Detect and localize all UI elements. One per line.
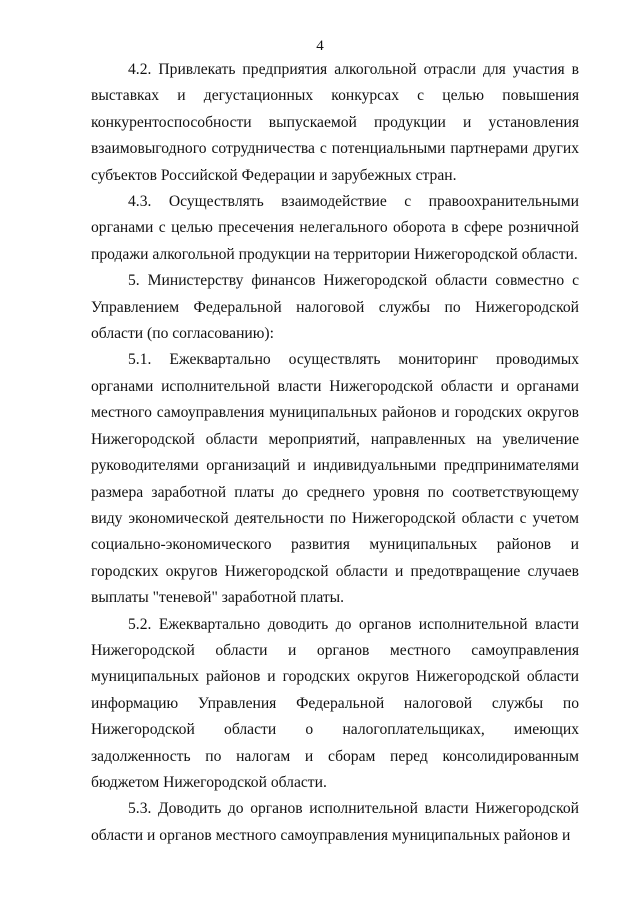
paragraph-4-2: 4.2. Привлекать предприятия алкогольной отрасли для участия в выставках и дегустационных конкурсах с целью повышения конкурентоспособности выпускаемой продукции и установления взаимовыгодного сотрудничества с потенциальными партнерами других субъектов Российской Федерации и зарубежных стран. (91, 61, 579, 184)
paragraph-5: 5. Министерству финансов Нижегородской области совместно с Управлением Федеральной налоговой службы по Нижегородской области (по согласованию): (91, 272, 579, 343)
paragraph-5-2: 5.2. Ежеквартально доводить до органов исполнительной власти Нижегородской области и органов местного самоуправления муниципальных районов и городских округов Нижегородской области информацию Управления Федеральной налоговой службы по Нижегородской области о налогоплательщиках, имеющих задолженность по налогам и сборам перед консолидированным бюджетом Нижегородской области. (91, 615, 579, 791)
paragraph-5-1: 5.1. Ежеквартально осуществлять мониторинг проводимых органами исполнительной власти Нижегородской области и органами местного самоуправления муниципальных районов и городских округов Нижегородской области мероприятий, направленных на увеличение руководителями организаций и индивидуальными предпринимателями размера заработной платы до среднего уровня по соответствующему виду экономической деятельности по Нижегородской области с учетом социально-экономического развития муниципальных районов и городских округов Нижегородской области и предотвращение случаев выплаты "теневой" заработной платы. (91, 351, 579, 607)
paragraph-5-3: 5.3. Доводить до органов исполнительной власти Нижегородской области и органов местного самоуправления муниципальных районов и (91, 800, 579, 844)
document-body (91, 57, 579, 849)
paragraph-4-3: 4.3. Осуществлять взаимодействие с правоохранительными органами с целью пресечения нелегального оборота в сфере розничной продажи алкогольной продукции на территории Нижегородской области. (91, 193, 579, 263)
page-number: 4 (316, 38, 324, 54)
